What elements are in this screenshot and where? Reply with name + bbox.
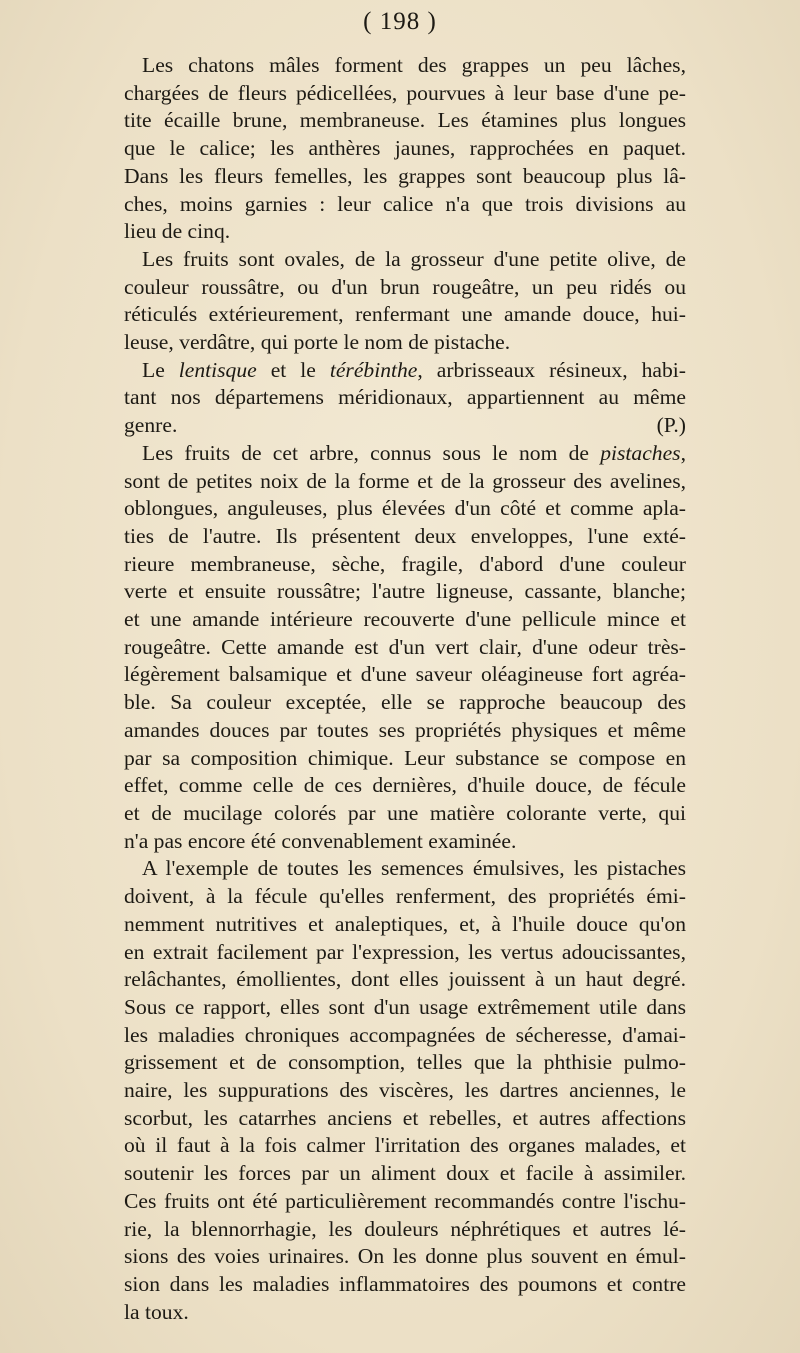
paragraph-lentisque bbox=[106, 357, 686, 440]
text-line: les maladies chroniques accompagnées de sécheresse, d'amai- bbox=[124, 1022, 686, 1047]
text-line: Sous ce rapport, elles sont d'un usage extrêmement utile dans bbox=[124, 994, 686, 1019]
paragraph-emulsive-seeds bbox=[106, 855, 686, 1326]
text-line: rie, la blennorrhagie, les douleurs néphrétiques et autres lé- bbox=[124, 1216, 686, 1241]
text-line: n'a pas encore été convenablement examinée. bbox=[124, 828, 517, 853]
text-line: rougeâtre. Cette amande est d'un vert clair, d'une odeur très- bbox=[124, 634, 686, 659]
text-line: Ces fruits ont été particulièrement recommandés contre l'ischu- bbox=[124, 1188, 686, 1213]
text-line: que le calice; les anthères jaunes, rapprochées en paquet. bbox=[124, 136, 686, 161]
italic-term-pistaches: pistaches bbox=[600, 440, 681, 465]
text-line: sont de petites noix de la forme et de la grosseur des avelines, bbox=[124, 468, 686, 493]
body-text bbox=[106, 52, 686, 1326]
text-line: ties de l'autre. Ils présentent deux enveloppes, l'une exté- bbox=[124, 523, 686, 548]
text-line: ble. Sa couleur exceptée, elle se rapproche beaucoup des bbox=[124, 690, 686, 715]
author-signature: (P.) bbox=[656, 413, 686, 438]
text-line: par sa composition chimique. Leur substance se compose en bbox=[124, 745, 686, 770]
text-line: légèrement balsamique et d'une saveur oléagineuse fort agréa- bbox=[124, 662, 686, 687]
text-line: tite écaille brune, membraneuse. Les étamines plus longues bbox=[124, 108, 686, 133]
paragraph-fruits bbox=[106, 246, 686, 357]
text-line: chargées de fleurs pédicellées, pourvues à leur base d'une pe- bbox=[124, 80, 686, 105]
text-line: réticulés extérieurement, renfermant une amande douce, hui- bbox=[124, 302, 686, 327]
text-run: , arbrisseaux résineux, habi- bbox=[417, 357, 686, 382]
text-line: et de mucilage colorés par une matière colorante verte, qui bbox=[124, 800, 686, 825]
text-line: lieu de cinq. bbox=[124, 219, 231, 244]
text-line bbox=[106, 357, 686, 385]
text-line: nemment nutritives et analeptiques, et, à l'huile douce qu'on bbox=[124, 911, 686, 936]
text-line: scorbut, les catarrhes anciens et rebelles, et autres affections bbox=[124, 1105, 686, 1130]
text-line: A l'exemple de toutes les semences émulsives, les pistaches bbox=[142, 856, 686, 881]
text-line: amandes douces par toutes ses propriétés physiques et même bbox=[124, 717, 686, 742]
text-line: rieure membraneuse, sèche, fragile, d'abord d'une couleur bbox=[124, 551, 686, 576]
text-run: et le bbox=[256, 357, 330, 382]
text-line: couleur roussâtre, ou d'un brun rougeâtre, un peu ridés ou bbox=[124, 274, 686, 299]
page-number: ( 198 ) bbox=[363, 8, 437, 35]
text-line: effet, comme celle de ces dernières, d'huile douce, de fécule bbox=[124, 773, 686, 798]
text-line: sions des voies urinaires. On les donne plus souvent en émul- bbox=[124, 1244, 686, 1269]
paragraph-pistaches bbox=[106, 440, 686, 856]
text-line: où il faut à la fois calmer l'irritation des organes malades, et bbox=[124, 1133, 686, 1158]
text-line: en extrait facilement par l'expression, les vertus adoucissantes, bbox=[124, 939, 686, 964]
paragraph-male-catkins bbox=[106, 52, 686, 246]
text-line: ches, moins garnies : leur calice n'a que trois divisions au bbox=[124, 191, 686, 216]
text-line: grissement et de consomption, telles que la phthisie pulmo- bbox=[124, 1050, 686, 1075]
text-run: , bbox=[680, 440, 686, 465]
text-run: Le bbox=[142, 357, 179, 382]
text-line: Les chatons mâles forment des grappes un peu lâches, bbox=[142, 53, 686, 77]
text-line: naire, les suppurations des viscères, les dartres anciennes, le bbox=[124, 1078, 686, 1103]
italic-term-terebinthe: térébinthe bbox=[329, 357, 418, 382]
text-run: Les fruits de cet arbre, connus sous le nom de bbox=[142, 440, 601, 465]
text-line: oblongues, anguleuses, plus élevées d'un côté et comme apla- bbox=[124, 496, 686, 521]
text-line: la toux. bbox=[124, 1299, 189, 1324]
text-line: relâchantes, émollientes, dont elles jouissent à un haut degré. bbox=[124, 967, 686, 992]
text-line: Dans les fleurs femelles, les grappes sont beaucoup plus lâ- bbox=[124, 163, 686, 188]
text-line: leuse, verdâtre, qui porte le nom de pistache. bbox=[124, 330, 511, 355]
text-line: soutenir les forces par un aliment doux et facile à assimiler. bbox=[124, 1161, 686, 1186]
text-line: doivent, à la fécule qu'elles renferment, des propriétés émi- bbox=[124, 884, 686, 909]
text-line bbox=[106, 440, 686, 468]
italic-term-lentisque: lentisque bbox=[178, 357, 257, 382]
text-line: tant nos départemens méridionaux, appartiennent au même bbox=[124, 385, 686, 410]
text-line bbox=[106, 412, 686, 440]
text-line: verte et ensuite roussâtre; l'autre ligneuse, cassante, blanche; bbox=[124, 579, 686, 604]
text-line: et une amande intérieure recouverte d'une pellicule mince et bbox=[124, 607, 686, 632]
text-line: Les fruits sont ovales, de la grosseur d'une petite olive, de bbox=[142, 246, 686, 271]
text-line: sion dans les maladies inflammatoires des poumons et contre bbox=[124, 1271, 686, 1296]
text-run: genre. bbox=[124, 413, 178, 438]
